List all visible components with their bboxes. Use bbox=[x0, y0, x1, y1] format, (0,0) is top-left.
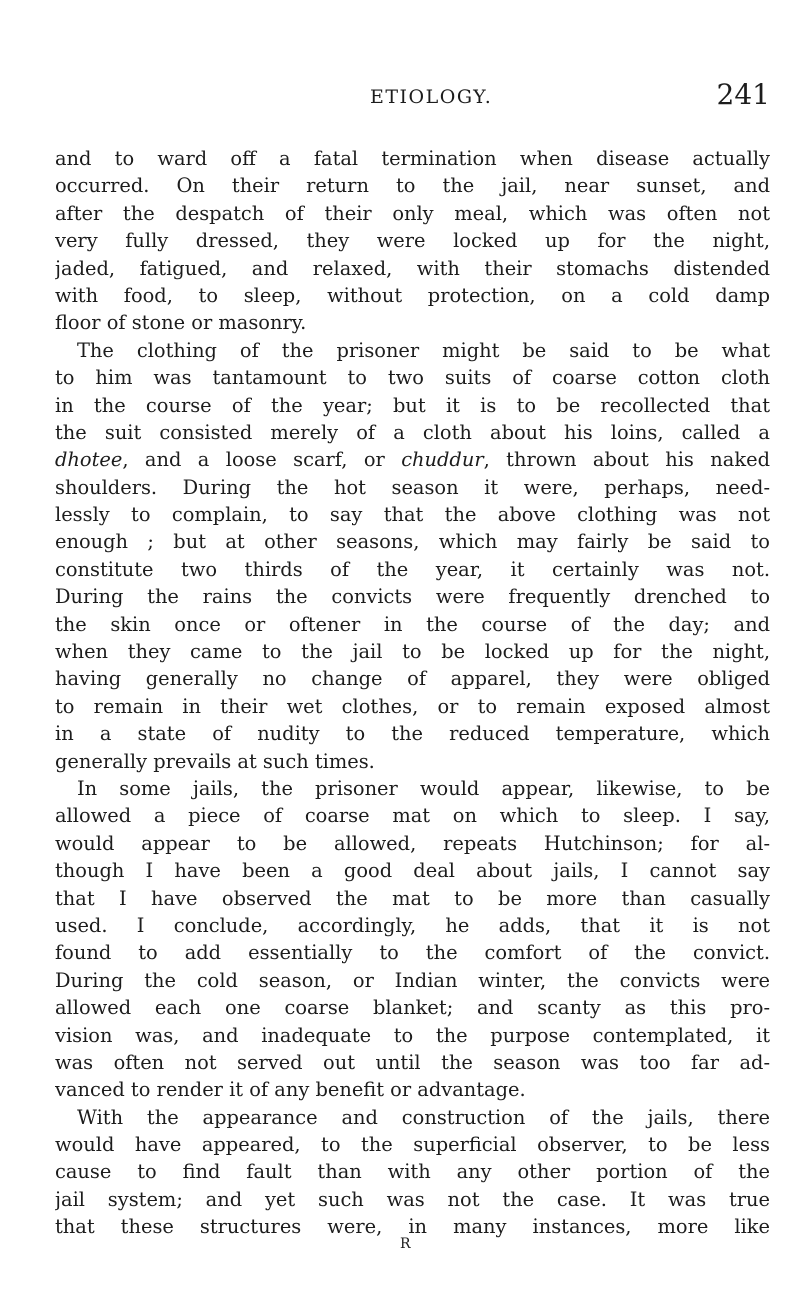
text-line: was often not served out until the season was too far ad- bbox=[55, 1050, 770, 1074]
text-line: jaded, fatigued, and relaxed, with their stomachs distended bbox=[55, 256, 770, 280]
text-line: the skin once or oftener in the course of the day; and bbox=[55, 612, 770, 636]
line-segment: , thrown about his naked bbox=[483, 448, 770, 472]
text-line: and to ward off a fatal termination when disease actually bbox=[55, 147, 770, 170]
text-line: generally prevails at such times. bbox=[55, 749, 375, 773]
italic-term: chuddur bbox=[401, 448, 484, 472]
text-line: after the despatch of their only meal, which was often not bbox=[55, 201, 770, 225]
italic-term: dhotee bbox=[55, 448, 123, 472]
text-line: lessly to complain, to say that the above clothing was not bbox=[55, 503, 770, 527]
signature-mark: R bbox=[400, 1236, 412, 1252]
page-number: 241 bbox=[716, 78, 770, 111]
text-line: when they came to the jail to be locked up for the night, bbox=[55, 640, 770, 664]
line-segment: , and a loose scarf, or bbox=[122, 448, 402, 472]
text-line: allowed each one coarse blanket; and scanty as this pro- bbox=[55, 996, 770, 1020]
text-line: to him was tantamount to two suits of coarse cotton cloth bbox=[55, 366, 770, 390]
text-line: found to add essentially to the comfort of the convict. bbox=[55, 941, 770, 965]
text-line bbox=[55, 446, 770, 473]
text-line: During the cold season, or Indian winter, the convicts were bbox=[55, 968, 770, 992]
text-line: With the appearance and construction of the jails, there bbox=[77, 1105, 770, 1129]
text-line: cause to find fault than with any other portion of the bbox=[55, 1160, 770, 1184]
text-line: constitute two thirds of the year, it certainly was not. bbox=[55, 557, 770, 581]
text-line: jail system; and yet such was not the case. It was true bbox=[55, 1187, 770, 1211]
text-line: In some jails, the prisoner would appear, likewise, to be bbox=[77, 776, 770, 800]
text-line: to remain in their wet clothes, or to remain exposed almost bbox=[55, 694, 770, 718]
text-line: having generally no change of apparel, they were obliged bbox=[55, 667, 770, 691]
text-line: with food, to sleep, without protection, on a cold damp bbox=[55, 283, 770, 307]
text-line: would have appeared, to the superficial observer, to be less bbox=[55, 1133, 770, 1157]
text-line: vanced to render it of any benefit or advantage. bbox=[55, 1078, 526, 1102]
running-title: ETIOLOGY. bbox=[370, 86, 493, 108]
text-line: that these structures were, in many instances, more like bbox=[55, 1215, 770, 1239]
text-line: in a state of nudity to the reduced temperature, which bbox=[55, 722, 770, 746]
text-line: that I have observed the mat to be more than casually bbox=[55, 886, 770, 910]
text-line: used. I conclude, accordingly, he adds, that it is not bbox=[55, 913, 770, 937]
running-head bbox=[60, 78, 770, 118]
text-line: vision was, and inadequate to the purpose contemplated, it bbox=[55, 1023, 770, 1047]
text-line: shoulders. During the hot season it were, perhaps, need- bbox=[55, 475, 770, 499]
body-text bbox=[55, 145, 770, 1241]
text-line: enough ; but at other seasons, which may fairly be said to bbox=[55, 530, 770, 554]
text-line: occurred. On their return to the jail, near sunset, and bbox=[55, 174, 770, 198]
text-line: The clothing of the prisoner might be said to be what bbox=[77, 338, 770, 362]
text-line: would appear to be allowed, repeats Hutchinson; for al- bbox=[55, 831, 770, 855]
text-line: floor of stone or masonry. bbox=[55, 311, 307, 335]
text-line: the suit consisted merely of a cloth about his loins, called a bbox=[55, 420, 770, 444]
text-line: During the rains the convicts were frequently drenched to bbox=[55, 585, 770, 609]
text-line: in the course of the year; but it is to be recollected that bbox=[55, 393, 770, 417]
text-line: very fully dressed, they were locked up for the night, bbox=[55, 229, 770, 253]
text-line: allowed a piece of coarse mat on which to sleep. I say, bbox=[55, 804, 770, 828]
text-line: though I have been a good deal about jails, I cannot say bbox=[55, 859, 770, 883]
